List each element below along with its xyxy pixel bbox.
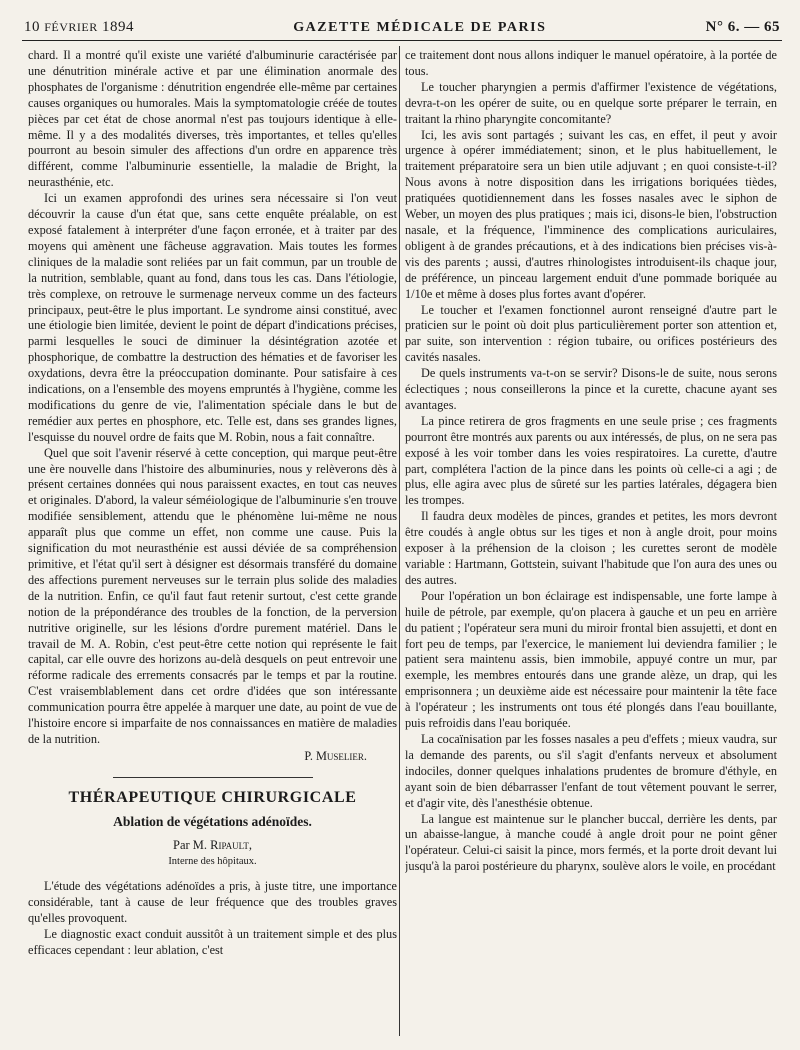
author-prefix: Par M. [173,837,208,852]
article-paragraph: Il faudra deux modèles de pinces, grandes et petites, les mors devront être coudés à angle obtus sur les tiges et non à angle droit, pour moins exposer à la préhension de la cloison ; les curettes seront de modèle variable : Hartmann, Gottstein, suivant l'habitude que l'on aura des unes ou des autres. [405,509,777,587]
author-name: Ripault, [210,837,252,852]
issue-date [24,19,134,36]
article-paragraph: La pince retirera de gros fragments en une seule prise ; ces fragments pourront être montrés aux parents ou aux intéressés, de plus, on ne sera pas exposé à les voir tomber dans les voies respiratoires. La curette, d'autre part, complétera l'action de la pince dans les points où celle-ci a agi ; de plus, elle agira avec plus de sûreté sur les parties latérales, dégagera bien les trompes. [405,413,777,508]
section-separator [113,777,313,778]
page-header [24,10,780,36]
article-paragraph: Le toucher et l'examen fonctionnel auront renseigné d'autre part le praticien sur le point où doit plus particulièrement porter son attention et, par suite, son intervention : région tubaire, ou orifices postérieurs des cavités nasales. [405,302,777,365]
article-paragraph: Le toucher pharyngien a permis d'affirmer l'existence de végétations, devra-t-on les opérer de suite, ou en quelque sorte préparer le terrain, en traitant la rhino pharyngite concomitante? [405,79,777,126]
date-year: 1894 [102,19,135,35]
article-paragraph: Le diagnostic exact conduit aussitôt à un traitement simple et des plus efficaces cependant : leur ablation, c'est [28,927,397,958]
article-paragraph: De quels instruments va-t-on se servir? Disons-le de suite, nous serons éclectiques ; nous conseillerons la pince et la curette, chacune ayant ses avantages. [405,366,777,412]
article-title: Ablation de végétations adénoïdes. [113,813,312,829]
author-signature: P. Muselier. [304,748,367,763]
date-month: FÉVRIER [44,20,98,34]
section-title: THÉRAPEUTIQUE CHIRURGICALE [68,788,357,806]
issue-number: N° 6. — 65 [705,19,780,35]
article-paragraph: Pour l'opération un bon éclairage est indispensable, une forte lampe à huile de pétrole, par exemple, qu'on placera à gauche et un peu en arrière du patient ; l'opérateur sera muni du miroir frontal bien assujetti, et dont en fort peu de temps, par l'exercice, le maniement lui deviendra familier ; le patient sera maintenu assis, bien immobile, appuyé contre un mur, par exemple, les membres entourés dans une grande alèze, un drap, qui les emprisonnera ; un deuxième aide est nécessaire pour maintenir la tête face à l'opérateur ; les instruments ont tous été plongés dans l'eau bouillante, puis refroidis dans l'eau boriquée. [405,588,777,731]
left-column [28,48,397,1038]
article-paragraph: chard. Il a montré qu'il existe une variété d'albuminurie caractérisée par une dénutrition minérale active et par une élimination anormale des phosphates de l'organisme : dénutrition engendrée elle-même par certaines causes organiques ou humorales. Mais la symptomatologie créée de toutes pièces par cet état de chose anormal n'est pas toujours identique à elle-même. Il y a des modalités diverses, très importantes, et telles qu'elles pourront au besoin simuler des affections d'un ordre en apparence très différent, comme l'albuminurie essentielle, la maladie de Bright, la neurasthénie, etc. [28,48,397,190]
article-paragraph: L'étude des végétations adénoïdes a pris, à juste titre, une importance considérable, tant à cause de leur fréquence que des troubles graves qu'elles provoquent. [28,879,397,926]
right-column [405,48,777,1038]
article-paragraph: Ici, les avis sont partagés ; suivant les cas, en effet, il peut y avoir urgence à opérer immédiatement; sinon, et le plus habituellement, le traitement préparatoire sera un bien utile adjuvant ; en quoi consiste-t-il? Nous avons à notre disposition dans les irrigations boriquées tièdes, pratiquées quotidiennement dans les fosses nasales avec le siphon de Weber, un moyen des plus pratiques ; mais ici, disons-le bien, l'obstruction nasale, et la fréquence, l'imminence des complications auriculaires, obligent à de grandes précautions, et à des indications bien précises vis-à-vis des parents ; aussi, d'autres rhinologistes introduisent-ils chaque jour, de préférence, un pinceau largement enduit d'une pommade boriquée au 1/10e et même à doses plus fortes avant d'opérer. [405,127,777,301]
article-paragraph: La cocaïnisation par les fosses nasales a peu d'effets ; mieux vaudra, sur la demande des parents, ou s'il s'agit d'enfants nerveux et absolument indociles, donner quelques inhalations prudentes de bromure d'éthyle, en ayant soin de bien débarrasser l'enfant de tout vêtement pouvant le serrer, et d'agir vite, dès l'anesthésie obtenue. [405,731,777,810]
article-paragraph: Ici un examen approfondi des urines sera nécessaire si l'on veut découvrir la cause d'un état que, sans cette enquête préalable, on est exposé fatalement à interpréter d'une façon erronée, et à traiter par des moyens qui amènent une fâcheuse aggravation. Mais toutes les formes cliniques de la maladie sont reliées par un fait commun, par un trouble de la nutrition, semblable, quant au fond, dans tous les cas. Dans l'étiologie, très complexe, on retrouve le surmenage nerveux comme un des facteurs principaux, peut-être le plus important. Le syndrome ainsi constitué, avec une étiologie bien limitée, devient le point de départ d'indications précises, parmi lesquelles le souci de diminuer la désintégration azotée et phosphorique, de combattre la destruction des hématies et de favoriser les oxydations, devra être la préoccupation dominante. Pour satisfaire à ces indications, on a l'ensemble des moyens empruntés à l'hygiène, comme les modifications du genre de vie, l'alimentation spéciale dans le but de remédier aux pertes en phosphore, etc. Telle est, dans ses grandes lignes, l'esquisse du nouvel ordre de faits que M. Robin, nous a fait connaître. [28,191,397,444]
article-paragraph: ce traitement dont nous allons indiquer le manuel opératoire, à la portée de tous. [405,48,777,78]
date-day: 10 [24,19,40,35]
article-author [28,838,397,854]
article-paragraph: Quel que soit l'avenir réservé à cette conception, qui marque peut-être une ère nouvelle dans l'histoire des albuminuries, nous y relèverons dès à présent certaines données qui nous paraissent exactes, en tout cas neuves et originales. D'abord, la valeur séméiologique de l'albuminurie s'en trouve modifiée sensiblement, attendu que le phénomène lui-même ne nous apparaît plus que comme un effet, non comme une cause. Puis la signification du mot neurasthénie est aussi déviée de sa compréhension primitive, et l'état qu'il sert à désigner est désormais transféré du domaine des affections purement nerveuses sur le terrain plus solide des maladies de la nutrition. Enfin, ce qu'il faut faut retenir surtout, c'est cette grande notion de la prépondérance des troubles de la fonction, de la perversion nutritive originelle, sur les lésions d'ordre purement matériel. Dans le travail de M. A. Robin, c'est peut-être cette notion qui représente le fait capital, car elle ouvre des horizons au-delà desquels on peut entrevoir une réforme radicale des errements consacrés par le temps et par la routine. C'est vraisemblablement dans cet ordre d'idées que son intéressante communication pourra être appelée à marquer une date, au point de vue de l'histoire encore si imparfaite de nos connaissances en matière de maladies de la nutrition. [28,445,397,746]
article-paragraph: La langue est maintenue sur le plancher buccal, derrière les dents, par un abaisse-langue, à manche coudé à angle droit pour ne point gêner l'opérateur. Celui-ci saisit la pince, mors fermés, et la porte droit devant lui jusqu'à la paroi postérieure du pharynx, soulève alors le voile, en procédant [405,811,777,874]
journal-title: GAZETTE MÉDICALE DE PARIS [293,20,547,35]
header-rule [22,40,782,41]
column-divider [399,46,400,1036]
author-role: Interne des hôpitaux. [168,855,257,867]
